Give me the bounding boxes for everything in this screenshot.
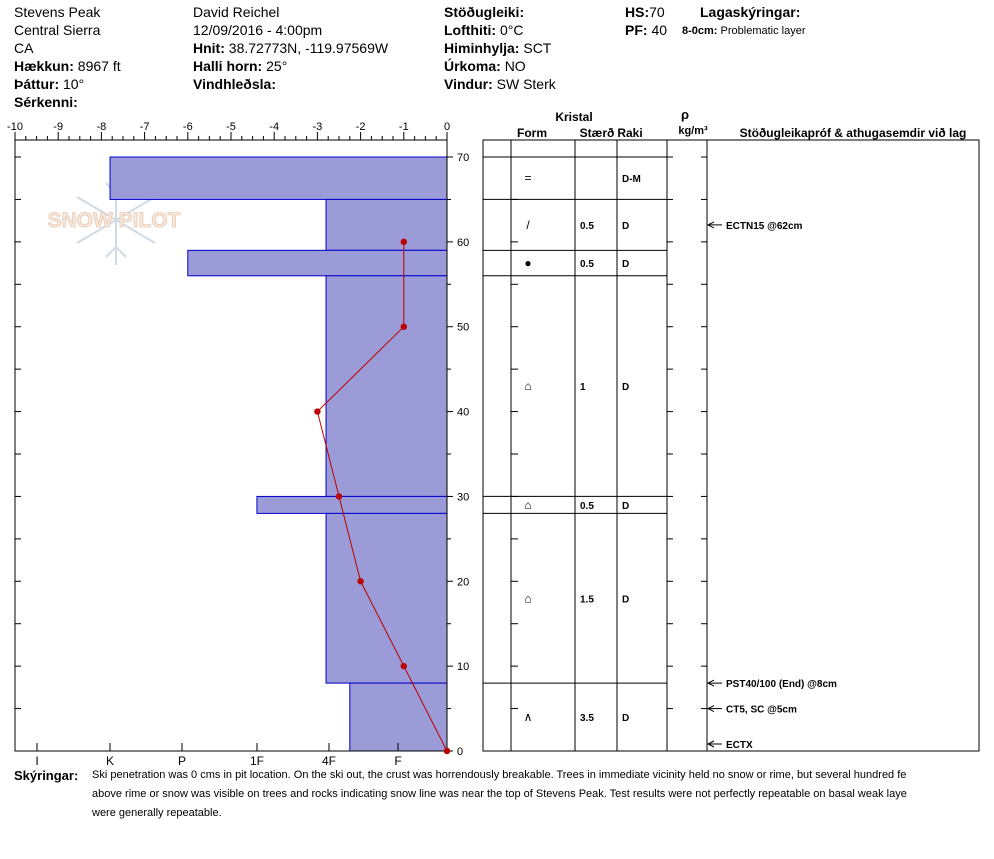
header-size: Stærð xyxy=(579,126,615,140)
temp-tick-label: -1 xyxy=(398,121,409,133)
comments-text: Ski penetration was 0 cms in pit location. On the ski out, the crust was horrendously breakable. Trees in immediate vicinity held no snow or rime, but several hundred fe above rime or snow was visible on trees and rocks indicating snow line was near the top of Stevens Peak. Test results were not perfectly repeatable on basal weak laye were generally repeatable. xyxy=(92,769,907,819)
temp-tick-label: -6 xyxy=(182,121,193,133)
hardness-bar xyxy=(257,496,447,513)
air-temp-label: Lofthiti: xyxy=(444,22,497,38)
temperature-point xyxy=(444,748,450,754)
height-tick-label: 0 xyxy=(457,746,464,758)
height-tick-label: 40 xyxy=(457,406,470,419)
test-result-label: CT5, SC @5cm xyxy=(726,704,797,716)
temp-tick-label: -9 xyxy=(53,121,64,133)
height-tick-label: 10 xyxy=(457,661,470,674)
coords-label: Hnit: xyxy=(193,40,225,56)
height-tick-label: 60 xyxy=(457,236,470,249)
temperature-point xyxy=(401,239,407,245)
layer-moisture: D-M xyxy=(622,174,641,186)
hardness-tick-label: F xyxy=(394,754,402,768)
observation-datetime: 12/09/2016 - 4:00pm xyxy=(193,22,323,38)
test-result-label: PST40/100 (End) @8cm xyxy=(726,679,837,691)
watermark-text: SNOW PILOT xyxy=(47,209,181,232)
problem-layer-text: Problematic layer xyxy=(720,25,806,37)
layer-grain-form: ⌂ xyxy=(524,497,532,512)
temp-tick-label: -4 xyxy=(269,121,280,133)
header-rho: ρ xyxy=(680,107,690,122)
temperature-point xyxy=(357,578,363,584)
header-tests: Stöðugleikapróf & athugasemdir við lag xyxy=(739,126,967,140)
header-crystal: Kristal xyxy=(555,110,593,124)
aspect-value: 10° xyxy=(63,76,85,92)
hardness-tick-label: I xyxy=(35,754,39,768)
temperature-point xyxy=(401,324,407,330)
layer-grain-size: 1.5 xyxy=(580,594,594,606)
height-tick-label: 50 xyxy=(457,321,470,334)
wind-value: SW Sterk xyxy=(496,76,556,92)
state: CA xyxy=(14,40,34,56)
layer-grain-form: ⌂ xyxy=(524,591,532,606)
layer-grain-size: 0.5 xyxy=(580,220,594,232)
hardness-bar xyxy=(350,683,447,751)
location-name: Stevens Peak xyxy=(14,4,101,20)
height-tick-label: 30 xyxy=(457,491,470,504)
height-tick-label: 70 xyxy=(457,152,470,164)
temperature-point xyxy=(401,663,407,669)
hardness-bar xyxy=(188,250,447,275)
header-form: Form xyxy=(517,126,547,140)
stability-label: Stöðugleiki: xyxy=(444,4,525,20)
layer-moisture: D xyxy=(622,500,630,512)
observer-name: David Reichel xyxy=(193,4,280,20)
hardness-bar xyxy=(326,199,447,250)
sky-value: SCT xyxy=(523,40,552,56)
layer-grain-form: ∧ xyxy=(523,710,533,725)
hardness-bar xyxy=(326,276,447,497)
hs-label: HS: xyxy=(625,4,650,20)
layer-moisture: D xyxy=(622,713,630,725)
temp-tick-label: 0 xyxy=(443,121,451,133)
hardness-bar xyxy=(110,157,447,199)
pf-value: 40 xyxy=(651,22,668,38)
layer-grain-size: 1 xyxy=(580,382,586,394)
layer-grain-form: ● xyxy=(524,256,532,271)
air-temp-value: 0°C xyxy=(499,22,524,38)
temp-tick-label: -10 xyxy=(7,121,23,133)
temp-tick-label: -2 xyxy=(355,121,366,133)
temp-tick-label: -8 xyxy=(96,121,107,133)
layer-moisture: D xyxy=(622,220,630,232)
header-moisture: Raki xyxy=(617,126,643,140)
hardness-tick-label: K xyxy=(105,754,115,768)
layer-grain-form: = xyxy=(524,171,532,186)
pf-label: PF: xyxy=(625,22,648,38)
test-result-label: ECTN15 @62cm xyxy=(726,220,803,232)
aspect-label: Þáttur: xyxy=(14,76,60,92)
temp-tick-label: -3 xyxy=(312,121,323,133)
temperature-point xyxy=(336,493,342,499)
height-tick-label: 20 xyxy=(457,576,470,589)
wind-loading-label: Vindhleðsla: xyxy=(193,76,276,92)
slope-value: 25° xyxy=(266,58,288,74)
specifics-label: Sérkenni: xyxy=(14,94,78,110)
layer-moisture: D xyxy=(622,594,630,606)
header-density-unit: kg/m³ xyxy=(678,125,708,137)
mountain-range: Central Sierra xyxy=(14,22,101,38)
precip-label: Úrkoma: xyxy=(444,58,501,74)
temp-tick-label: -5 xyxy=(226,121,236,133)
elevation-label: Hækkun: xyxy=(14,58,74,74)
hardness-tick-label: P xyxy=(177,754,187,768)
layer-grain-size: 3.5 xyxy=(580,713,594,725)
wind-label: Vindur: xyxy=(444,76,493,92)
precip-value: NO xyxy=(504,58,526,74)
layer-grain-size: 0.5 xyxy=(580,259,594,271)
layer-moisture: D xyxy=(622,382,630,394)
layer-grain-size: 0.5 xyxy=(580,500,594,512)
layer-notes-title: Lagaskýringar: xyxy=(700,4,801,20)
temperature-point xyxy=(314,408,320,414)
test-result-label: ECTX xyxy=(726,740,753,751)
hardness-tick-label: 4F xyxy=(321,754,337,768)
slope-label: Halli horn: xyxy=(193,58,263,74)
temp-tick-label: -7 xyxy=(139,121,150,133)
hardness-bar xyxy=(326,513,447,683)
elevation-value: 8967 ft xyxy=(77,58,121,74)
layer-grain-form: / xyxy=(526,217,530,232)
coords-value: 38.72773N, -119.97569W xyxy=(228,40,389,56)
layer-moisture: D xyxy=(622,259,630,271)
hs-value: 70 xyxy=(649,4,665,20)
layer-grain-form: ⌂ xyxy=(524,379,532,394)
sky-label: Himinhylja: xyxy=(444,40,520,56)
comments-label: Skýringar: xyxy=(14,768,79,783)
hardness-tick-label: 1F xyxy=(249,754,265,768)
problem-layer-range: 8-0cm: xyxy=(682,25,718,37)
